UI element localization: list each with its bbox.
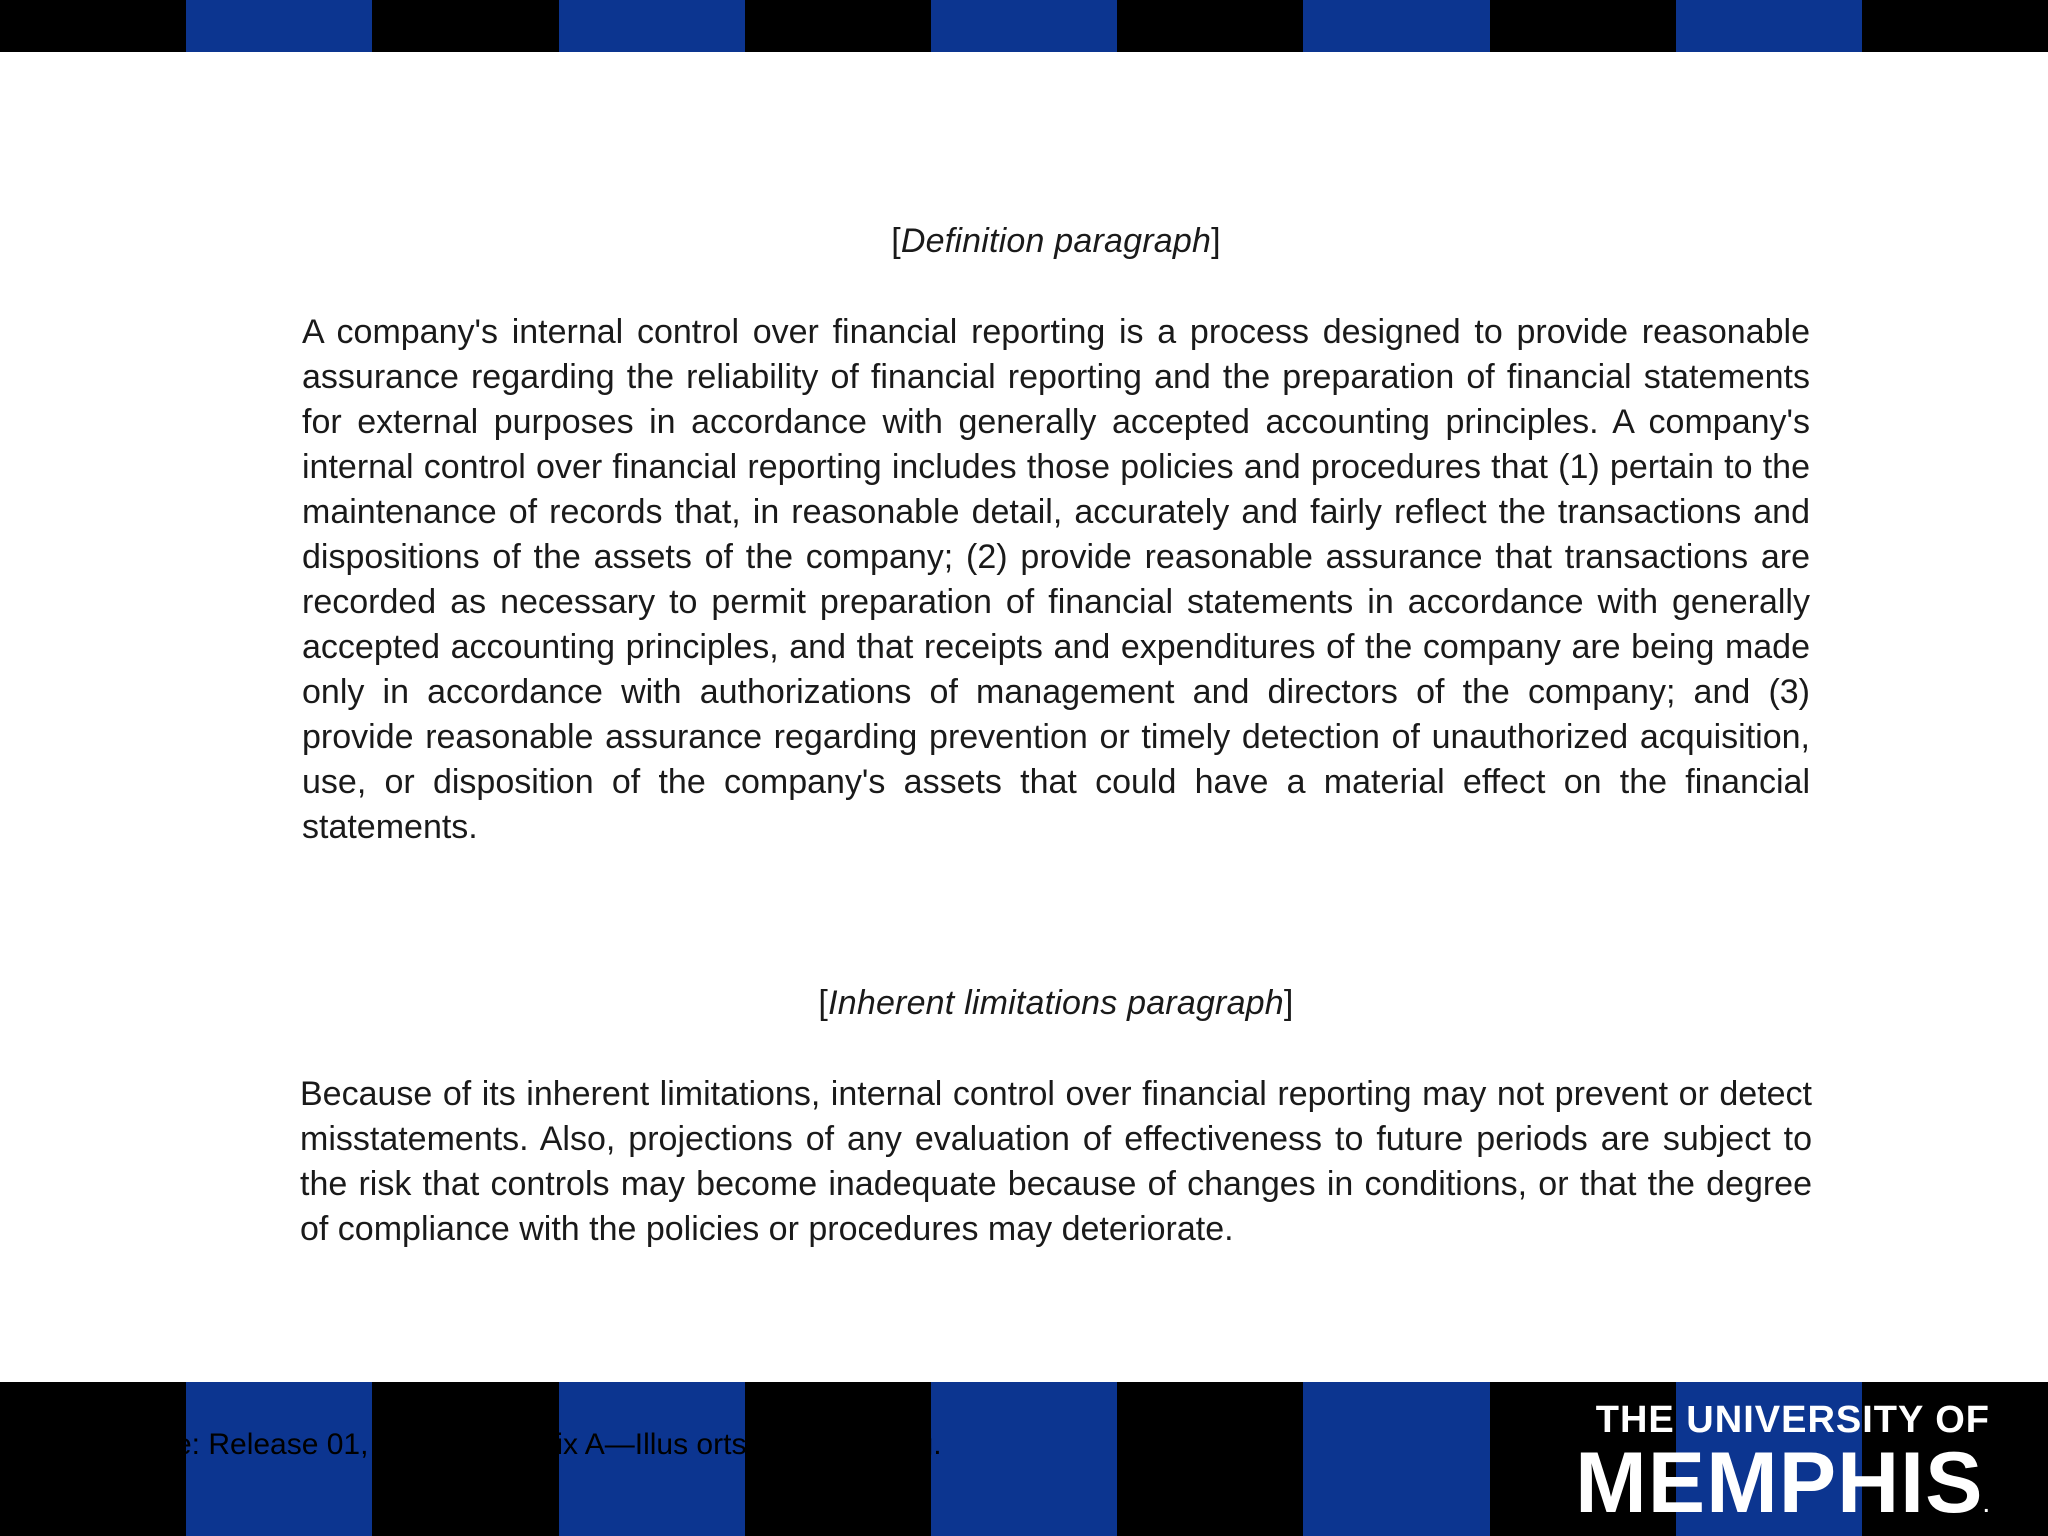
heading-bracket-open: [ [891,222,901,260]
stripe [1676,0,1862,52]
stripe [559,0,745,52]
definition-paragraph-heading [300,222,1812,261]
logo-university-text: THE UNIVERSITY OF [1595,1399,1990,1441]
university-logo [1570,1400,1990,1536]
stripe [1862,0,2048,52]
inherent-limitations-heading [300,984,1812,1023]
logo-registered-mark: . [1983,1495,1990,1517]
heading-text: Definition paragraph [900,222,1212,260]
top-stripe-bar [0,0,2048,52]
heading-bracket-close: ] [1283,984,1294,1022]
stripe [1490,0,1676,52]
heading-bracket-open: [ [818,984,829,1022]
stripe [372,0,558,52]
stripe [745,0,931,52]
logo-memphis-word: MEMPHIS [1575,1435,1984,1531]
source-citation: rce: Release 01, pages 11 endix A—Illus orts, available org. [150,1428,942,1461]
stripe [1303,0,1489,52]
stripe [1117,0,1303,52]
definition-paragraph: A company's internal control over financial reporting is a process designed to provide reasonable assurance regarding the reliability of financial reporting and the preparation of financial statements for external purposes in accordance with generally accepted accounting principles. A company's internal control over financial reporting includes those policies and procedures that (1) pertain to the maintenance of records that, in reasonable detail, accurately and fairly reflect the transactions and dispositions of the assets of the company; (2) provide reasonable assurance that transactions are recorded as necessary to permit preparation of financial statements in accordance with generally accepted accounting principles, and that receipts and expenditures of the company are being made only in accordance with authorizations of management and directors of the company; and (3) provide reasonable assurance regarding prevention or timely detection of unauthorized acquisition, use, or disposition of the company's assets that could have a material effect on the financial statements. [302,313,1810,846]
stripe [0,0,186,52]
heading-text: Inherent limitations paragraph [828,984,1284,1022]
heading-bracket-close: ] [1211,222,1221,260]
logo-memphis-text [1570,1435,1990,1536]
inherent-limitations-paragraph: Because of its inherent limitations, internal control over financial reporting may not prevent or detect misstatements. Also, projections of any evaluation of effectiveness to future periods are subject to the risk that controls may become inadequate because of changes in conditions, or that the degree of compliance with the policies or procedures may deteriorate. [300,1075,1812,1248]
stripe [931,0,1117,52]
stripe [186,0,372,52]
